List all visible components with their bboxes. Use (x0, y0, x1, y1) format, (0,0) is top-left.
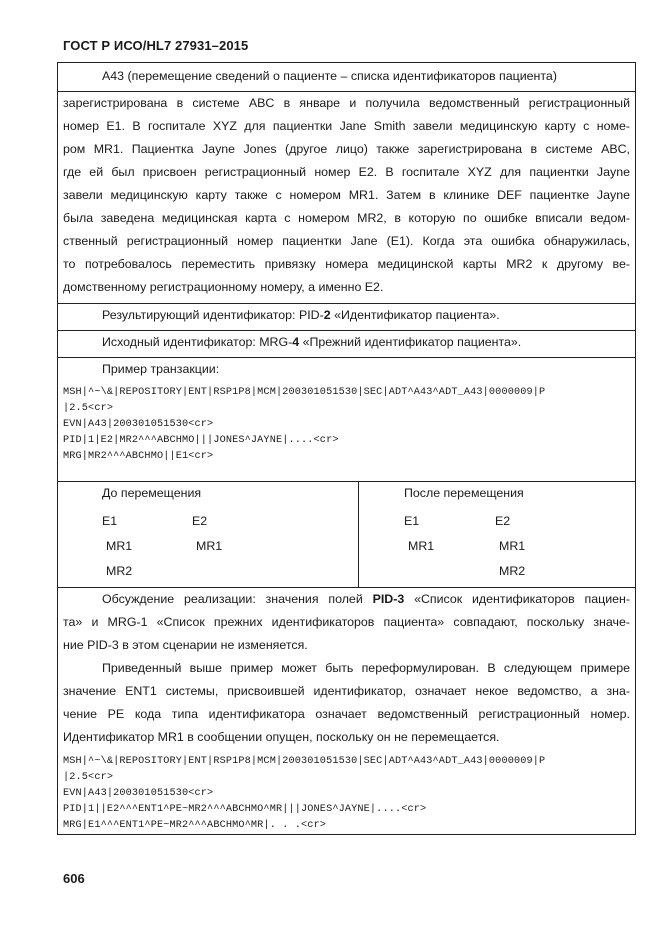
after-id-cell: MR1 (499, 539, 526, 553)
column-divider (358, 481, 359, 587)
transaction-table (57, 62, 636, 835)
table-title: A43 (перемещение сведений о пациенте – списка идентификаторов пациента) (102, 69, 557, 83)
before-id-cell: MR1 (106, 539, 133, 553)
rephrase-line: Приведенный выше пример может быть переформулирован. В следующем примере (102, 661, 630, 675)
before-id-cell: E2 (192, 514, 208, 528)
resulting-identifier-prefix: Результирующий идентификатор: PID- (102, 308, 324, 322)
code-line: |2.5<cr> (63, 403, 114, 414)
code-line: PID|1|E2|MR2^^^ABCHMO|||JONES^JAYNE|....<cr> (63, 435, 339, 446)
transaction-label: Пример транзакции: (102, 362, 220, 376)
resulting-identifier (102, 308, 500, 322)
intro-line: номер E1. В госпитале XYZ для пациентки Jane Smith завели медицинскую карту с номе- (63, 119, 630, 133)
discussion-text: «Список идентификаторов пациен- (404, 592, 631, 606)
rephrase-line: Идентификатор MR1 в сообщении опущен, поскольку он не перемещается. (63, 730, 500, 744)
code-line: MRG|E1^^^ENT1^PE~MR2^^^ABCHMO^MR|. . .<cr> (63, 820, 327, 831)
code-line: EVN|A43|200301051530<cr> (63, 419, 214, 430)
intro-line: где ей был присвоен регистрационный номер E2. В госпитале XYZ для пациентки Jayne (63, 165, 630, 179)
code-line: |2.5<cr> (63, 772, 114, 783)
row-divider (58, 481, 635, 482)
document-header: ГОСТ Р ИСО/HL7 27931–2015 (63, 38, 249, 53)
intro-line: домственному регистрационному номеру, а именно E2. (63, 280, 384, 294)
row-divider (58, 91, 635, 92)
after-id-cell: E2 (495, 514, 511, 528)
intro-line: завели медицинскую карту также с номером MR1. Затем в клинике DEF пациентке Jayne (63, 188, 630, 202)
row-divider (58, 303, 635, 304)
rephrase-line: значение ENT1 системы, присвоившей идентификатор, означает некое ведомство, а зна- (63, 684, 630, 698)
code-line: MSH|^~\&|REPOSITORY|ENT|RSP1P8|MCM|200301051530|SEC|ADT^A43^ADT_A43|0000009|P (63, 756, 546, 767)
after-id-cell: MR1 (408, 539, 435, 553)
intro-line: зарегистрирована в системе ABC в январе и получила ведомственный регистрационный (63, 96, 630, 110)
discussion-text: Обсуждение реализации: значения полей (102, 592, 373, 606)
after-id-cell: E1 (404, 514, 420, 528)
row-divider (58, 357, 635, 358)
before-id-cell: MR1 (196, 539, 223, 553)
intro-line: то потребовалось переместить привязку номера медицинской карты MR2 к другому ве- (63, 257, 630, 271)
source-identifier-suffix: «Прежний идентификатор пациента». (299, 335, 522, 349)
after-id-cell: MR2 (499, 564, 526, 578)
after-heading: После перемещения (404, 486, 524, 500)
code-line: PID|1||E2^^^ENT1^PE~MR2^^^ABCHMO^MR|||JONES^JAYNE|....<cr> (63, 804, 427, 815)
discussion-line (102, 592, 630, 606)
resulting-identifier-suffix: «Идентификатор пациента». (330, 308, 500, 322)
source-identifier (102, 335, 521, 349)
code-line: MRG|MR2^^^ABCHMO||E1<cr> (63, 451, 214, 462)
intro-line: ственный регистрационный номер пациентки Jane (E1). Когда эта ошибка обнаружилась, (63, 234, 630, 248)
before-heading: До перемещения (102, 486, 202, 500)
row-divider (58, 330, 635, 331)
code-line: EVN|A43|200301051530<cr> (63, 788, 214, 799)
intro-line: ром MR1. Пациентка Jayne Jones (другое лицо) также зарегистрирована в системе ABC, (63, 142, 630, 156)
source-identifier-prefix: Исходный идентификатор: MRG- (102, 335, 293, 349)
discussion-line: та» и MRG-1 «Список прежних идентификаторов пациента» совпадают, поскольку значе- (63, 615, 630, 629)
discussion-line: ние PID-3 в этом сценарии не изменяется. (63, 638, 308, 652)
code-line: MSH|^~\&|REPOSITORY|ENT|RSP1P8|MCM|200301051530|SEC|ADT^A43^ADT_A43|0000009|P (63, 387, 546, 398)
resulting-identifier-number: 2 (323, 308, 331, 322)
before-id-cell: MR2 (106, 564, 133, 578)
intro-line: была заведена медицинская карта с номером MR2, в которую по ошибке вписали ведом- (63, 211, 630, 225)
before-id-cell: E1 (102, 514, 118, 528)
source-identifier-number: 4 (292, 335, 300, 349)
rephrase-line: чение PE кода типа идентификатора означает ведомственный регистрационный номер. (63, 707, 630, 721)
discussion-field: PID-3 (372, 592, 405, 606)
row-divider (58, 587, 635, 588)
page-number: 606 (63, 871, 85, 886)
